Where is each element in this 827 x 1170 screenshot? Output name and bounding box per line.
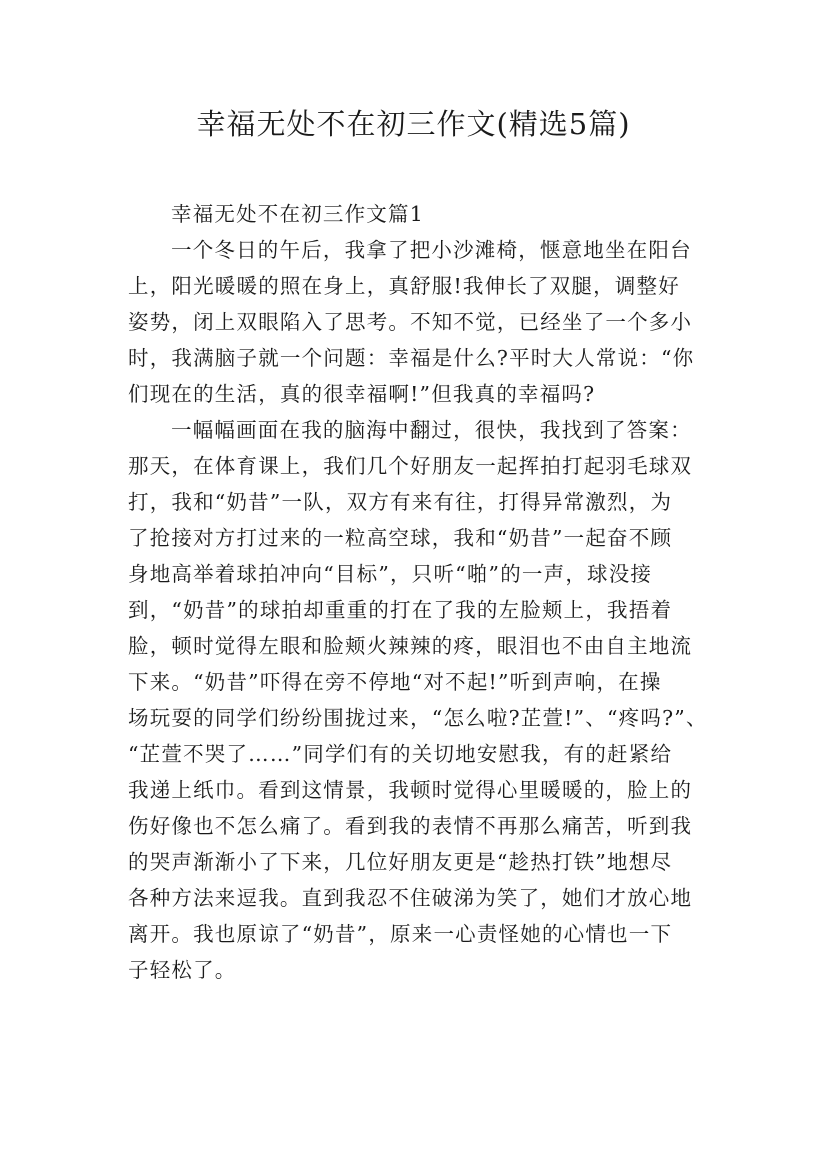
section-heading: 幸福无处不在初三作文篇1 (171, 202, 424, 226)
paragraph-line: 们现在的生活，真的很幸福啊!”但我真的幸福吗? (128, 382, 596, 406)
paragraph-line: 下来。“奶昔”吓得在旁不停地“对不起!”听到声响，在操 (128, 670, 662, 694)
paragraph-line: “芷萱不哭了……”同学们有的关切地安慰我，有的赶紧给 (128, 742, 673, 766)
paragraph-line: 一幅幅画面在我的脑海中翻过，很快，我找到了答案： (171, 418, 692, 442)
paragraph-line: 那天，在体育课上，我们几个好朋友一起挥拍打起羽毛球双 (128, 454, 693, 478)
article-body (128, 196, 713, 988)
paragraph-line: 打，我和“奶昔”一队，双方有来有往，打得异常激烈，为 (128, 490, 673, 514)
paragraph-line: 到，“奶昔”的球拍却重重的打在了我的左脸颊上，我捂着 (128, 598, 673, 622)
paragraph-line: 上，阳光暖暖的照在身上，真舒服!我伸长了双腿，调整好 (128, 274, 680, 298)
paragraph-line: 各种方法来逗我。直到我忍不住破涕为笑了，她们才放心地 (128, 886, 693, 910)
paragraph-line: 的哭声渐渐小了下来，几位好朋友更是“趁热打铁”地想尽 (128, 850, 673, 874)
paragraph-line: 场玩耍的同学们纷纷围拢过来，“怎么啦?芷萱!”、“疼吗?”、 (128, 706, 708, 730)
paragraph-line: 子轻松了。 (128, 958, 237, 982)
paragraph-line: 姿势，闭上双眼陷入了思考。不知不觉，已经坐了一个多小 (128, 310, 693, 334)
paragraph-line: 时，我满脑子就一个问题：幸福是什么?平时大人常说：“你 (128, 346, 695, 370)
paragraph-line: 一个冬日的午后，我拿了把小沙滩椅，惬意地坐在阳台 (171, 238, 692, 262)
paragraph-line: 伤好像也不怎么痛了。看到我的表情不再那么痛苦，听到我 (128, 814, 693, 838)
paragraph-line: 了抢接对方打过来的一粒高空球，我和“奶昔”一起奋不顾 (128, 526, 673, 550)
paragraph-line: 身地高举着球拍冲向“目标”，只听“啪”的一声，球没接 (128, 562, 653, 586)
paragraph-line: 我递上纸巾。看到这情景，我顿时觉得心里暖暖的，脸上的 (128, 778, 693, 802)
paragraph-line: 脸，顿时觉得左眼和脸颊火辣辣的疼，眼泪也不由自主地流 (128, 634, 693, 658)
document-title: 幸福无处不在初三作文(精选5篇) (196, 107, 631, 141)
paragraph-line: 离开。我也原谅了“奶昔”，原来一心责怪她的心情也一下 (128, 922, 673, 946)
